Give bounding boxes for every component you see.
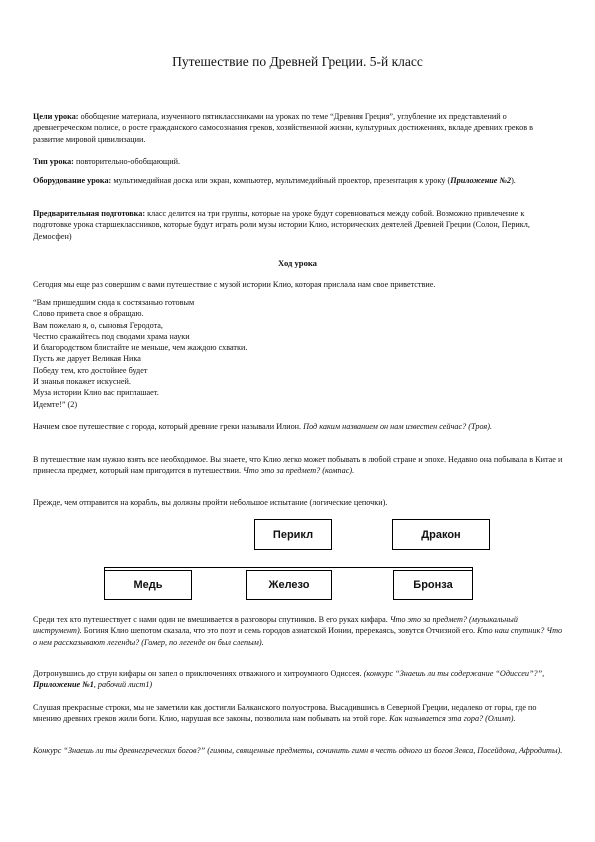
poem-line: Идемте!” (2) bbox=[33, 399, 78, 409]
poem-line: Вам пожелаю я, о, сыновья Геродота, bbox=[33, 320, 163, 330]
equipment-text: мультимедийная доска или экран, компьютер, мультимедийный проектор, презентация к уроку ( bbox=[111, 176, 451, 185]
prep-text: класс делится на три группы, которые на уроке будут соревноваться между собой. Возможно привлечение к подготовке урока старшеклассников, которые будут играть роли музы истории Клио, исторических деятелей Древней Греции (Солон, Перикл, Демосфен) bbox=[33, 209, 530, 241]
chain-box-bronze: Бронза bbox=[393, 570, 473, 600]
goals-paragraph bbox=[33, 111, 563, 145]
poem-line: Муза истории Клио вас приглашает. bbox=[33, 388, 159, 398]
odyssey-contest: (конкурс “Знаешь ли ты содержание “Одиссеи”?”, bbox=[363, 669, 545, 678]
homer-question-2: Кто наш спутник? Что о нем рассказывают легенды? (Гомер, по легенде он был слепым). bbox=[33, 626, 563, 647]
homer-text: Среди тех кто путешествует с нами один не вмешивается в разговоры спутников. В его руках кифара. bbox=[33, 615, 390, 624]
odyssey-paragraph bbox=[33, 668, 563, 691]
prep-paragraph bbox=[33, 208, 563, 242]
goals-text: обобщение материала, изученного пятиклассниками на уроках по теме “Древняя Греция”, углубление их представлений о древнегреческом полисе, о росте гражданского самосознания греков, хозяйственной жизни, культурных достижениях, вкладе древних греков в развитие мировой цивилизации. bbox=[33, 112, 533, 144]
poem-line: И благородством блистайте не меньше, чем жаждою схватки. bbox=[33, 343, 248, 353]
poem-line: Слово привета свое я обращаю. bbox=[33, 309, 144, 319]
equipment-end: ). bbox=[511, 176, 516, 185]
appendix-2-reference: Приложение №2 bbox=[450, 176, 512, 185]
olympus-text: Слушая прекрасные строки, мы не заметили как достигли Балканского полуострова. Высадившись в Северной Греции, недалеко от горы, где по мнению древних греков жили боги. Клио, нарушая все законы, позволила нам побывать на этой горе. bbox=[33, 703, 537, 724]
chain-box-copper: Медь bbox=[104, 570, 192, 600]
gods-contest-paragraph: Конкурс “Знаешь ли ты древнегреческих богов?” (гимны, священные предметы, сочинить гимн в честь одного из богов Зевса, Посейдона, Афродиты). bbox=[33, 746, 563, 755]
goals-label: Цели урока: bbox=[33, 112, 79, 121]
odyssey-contest-end: , рабочий лист1) bbox=[93, 680, 153, 690]
poem-line: Пусть же дарует Великая Ника bbox=[33, 354, 141, 364]
equipment-label: Оборудование урока: bbox=[33, 176, 112, 185]
test-paragraph: Прежде, чем отправится на корабль, вы должны пройти небольшое испытание (логические цепочки). bbox=[33, 498, 388, 507]
section-heading: Ход урока bbox=[278, 258, 317, 268]
poem-line: “Вам пришедшим сюда к состязанью готовым bbox=[33, 298, 195, 307]
appendix-1-reference: Приложение №1 bbox=[33, 680, 94, 690]
type-label: Тип урока: bbox=[33, 157, 74, 166]
poem-line: Победу тем, кто достойнее будет bbox=[33, 365, 148, 375]
olympus-paragraph bbox=[33, 702, 563, 725]
troy-paragraph bbox=[33, 421, 563, 432]
compass-paragraph bbox=[33, 454, 563, 477]
poem-line: И знанья покажет искусней. bbox=[33, 377, 131, 387]
page-title: Путешествие по Древней Греции. 5-й класс bbox=[172, 54, 423, 69]
type-paragraph bbox=[33, 156, 563, 167]
intro-paragraph: Сегодня мы еще раз совершим с вами путешествие с музой истории Клио, которая прислала нам свое приветствие. bbox=[33, 280, 436, 289]
homer-paragraph bbox=[33, 614, 563, 648]
homer-text-2: Богиня Клио шепотом сказала, что это поэт и семь городов азиатской Ионии, пререкаясь, зовутся Отчизной его. bbox=[81, 626, 478, 636]
equipment-paragraph bbox=[33, 175, 563, 186]
troy-text: Начнем свое путешествие с города, который древние греки называли Илион. bbox=[33, 422, 304, 431]
poem bbox=[33, 297, 433, 410]
troy-question: Под каким названием он нам известен сейчас? (Троя). bbox=[303, 422, 493, 431]
prep-label: Предварительная подготовка: bbox=[33, 209, 146, 218]
chain-box-draco: Дракон bbox=[392, 519, 490, 550]
compass-question: Что это за предмет? (компас). bbox=[243, 466, 355, 476]
poem-line: Честно сражайтесь под сводами храма науки bbox=[33, 331, 190, 341]
chain-box-pericles: Перикл bbox=[254, 519, 332, 550]
compass-text: В путешествие нам нужно взять все необходимое. Вы знаете, что Клио легко может побывать в любой стране и эпохе. Недавно она побывала в Китае и принесла предмет, который нам пригодится в путешествии. bbox=[33, 455, 563, 476]
homer-question-1: Что это за предмет? (музыкальный инструмент). bbox=[33, 615, 518, 636]
chain-box-iron: Железо bbox=[246, 570, 332, 600]
olympus-question: Как называется эта гора? (Олимп). bbox=[389, 714, 516, 724]
type-text: повторительно-обобщающий. bbox=[73, 157, 181, 166]
odyssey-text: Дотронувшись до струн кифары он запел о приключениях отважного и хитроумного Одиссея. bbox=[33, 669, 364, 678]
